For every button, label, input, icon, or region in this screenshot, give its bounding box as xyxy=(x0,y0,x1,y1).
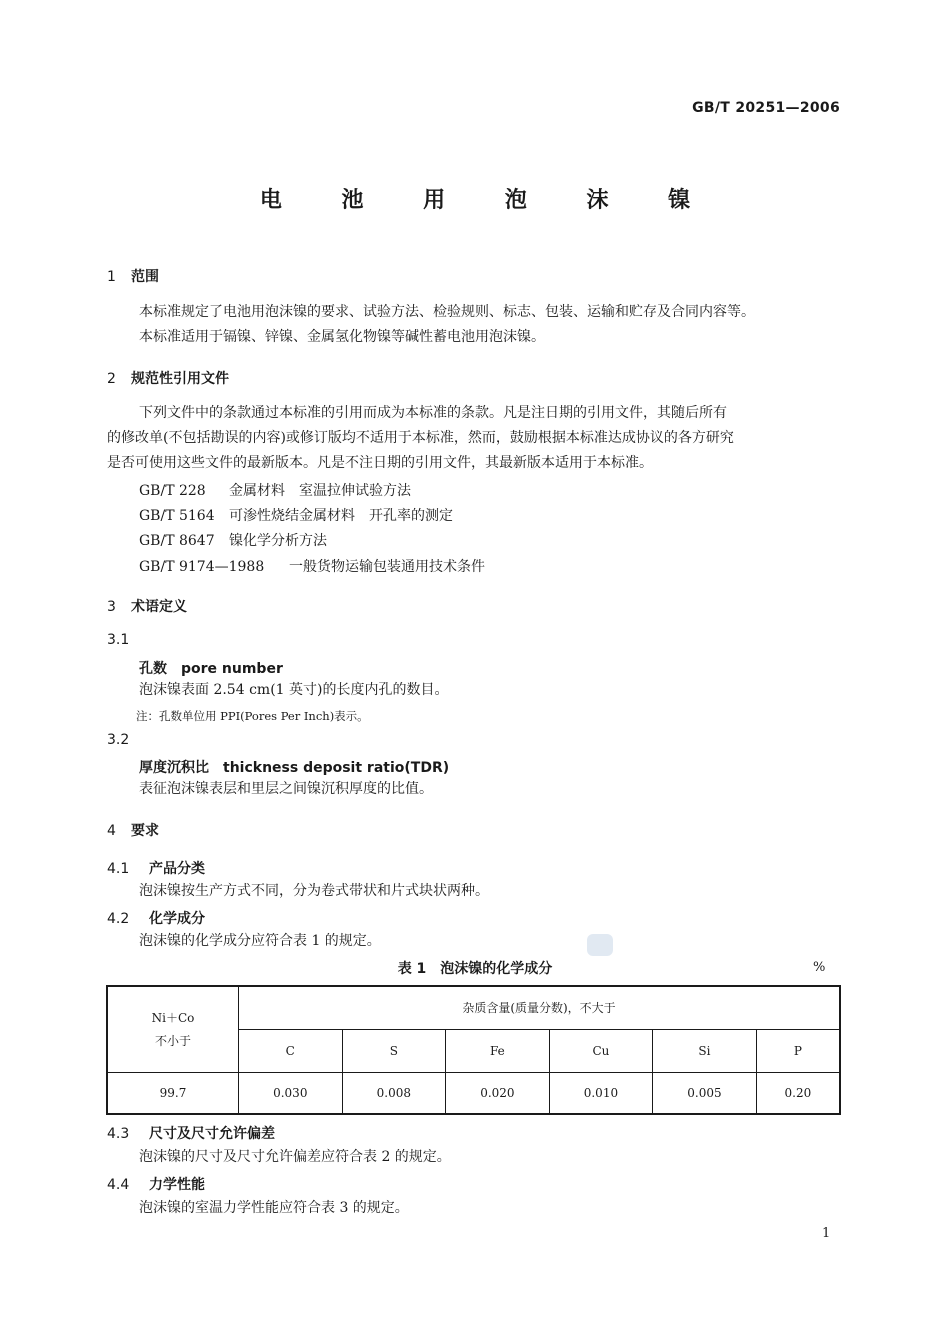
subsection-title: 产品分类 xyxy=(149,861,205,877)
term-note: 注：孔数单位用 PPI(Pores Per Inch)表示。 xyxy=(136,709,369,723)
subsection-number: 3.2 xyxy=(107,732,130,748)
table-col-header: Fe xyxy=(446,1029,550,1072)
section-number: 4 xyxy=(107,823,116,839)
reference-name: 镍化学分析方法 xyxy=(229,533,327,549)
subsection-title: 力学性能 xyxy=(149,1177,205,1193)
subsection-number: 3.1 xyxy=(107,632,130,648)
table-cell: 0.20 xyxy=(756,1072,840,1114)
section-4-heading xyxy=(107,820,159,840)
section-1-heading xyxy=(107,266,159,286)
term-3-1: 孔数 pore number xyxy=(139,661,283,677)
term-definition: 表征泡沫镍表层和里层之间镍沉积厚度的比值。 xyxy=(139,781,433,797)
section-title: 规范性引用文件 xyxy=(131,371,229,387)
reference-name: 可渗性烧结金属材料 开孔率的测定 xyxy=(229,508,453,524)
subsection-number: 4.1 xyxy=(107,861,130,877)
subsection-number: 4.4 xyxy=(107,1177,130,1193)
subsection-4-2-heading xyxy=(107,908,205,928)
reference-item xyxy=(139,505,453,525)
paragraph-line: 的修改单(不包括勘误的内容)或修订版均不适用于本标准，然而，鼓励根据本标准达成协议的各方研究 xyxy=(107,430,734,446)
section-number: 3 xyxy=(107,599,116,615)
paragraph: 本标准适用于镉镍、锌镍、金属氢化物镍等碱性蓄电池用泡沫镍。 xyxy=(139,329,545,345)
subsection-number: 4.3 xyxy=(107,1126,130,1142)
header-line: 不小于 xyxy=(154,1034,191,1049)
reference-code: GB/T 9174—1988 xyxy=(139,559,265,575)
subsection-title: 尺寸及尺寸允许偏差 xyxy=(149,1126,275,1142)
table-col-header: C xyxy=(239,1029,343,1072)
subsection-4-4-heading xyxy=(107,1174,205,1194)
section-2-heading xyxy=(107,368,229,388)
paragraph: 本标准规定了电池用泡沫镍的要求、试验方法、检验规则、标志、包装、运输和贮存及合同内容等。 xyxy=(139,304,755,320)
table-col-header: Si xyxy=(653,1029,757,1072)
paragraph-line: 是否可使用这些文件的最新版本。凡是不注日期的引用文件，其最新版本适用于本标准。 xyxy=(107,455,653,471)
table-unit: % xyxy=(813,960,826,975)
section-number: 2 xyxy=(107,371,116,387)
reference-code: GB/T 5164 xyxy=(139,508,215,524)
table-header-impurity: 杂质含量(质量分数)，不大于 xyxy=(239,986,841,1029)
paragraph: 泡沫镍按生产方式不同，分为卷式带状和片式块状两种。 xyxy=(139,883,489,899)
subsection-4-1-heading xyxy=(107,858,205,878)
watermark-logo xyxy=(587,934,613,956)
term-definition: 泡沫镍表面 2.54 cm(1 英寸)的长度内孔的数目。 xyxy=(139,682,449,698)
reference-name: 一般货物运输包装通用技术条件 xyxy=(289,559,485,575)
page-number: 1 xyxy=(822,1226,831,1241)
reference-code: GB/T 8647 xyxy=(139,533,215,549)
table-cell: 99.7 xyxy=(107,1072,239,1114)
paragraph-line: 下列文件中的条款通过本标准的引用而成为本标准的条款。凡是注日期的引用文件，其随后所有 xyxy=(139,405,727,421)
standard-code: GB/T 20251—2006 xyxy=(692,100,840,116)
section-title: 要求 xyxy=(131,823,159,839)
table-title: 表 1 泡沫镍的化学成分 xyxy=(397,961,553,977)
section-number: 1 xyxy=(107,269,116,285)
section-title: 范围 xyxy=(131,269,159,285)
reference-code: GB/T 228 xyxy=(139,483,206,499)
table-col-header: Cu xyxy=(549,1029,653,1072)
header-line: Ni＋Co xyxy=(151,1011,195,1026)
reference-item xyxy=(139,556,485,576)
document-title: 电 池 用 泡 沫 镍 xyxy=(259,188,717,213)
chemical-composition-table xyxy=(106,985,841,1115)
subsection-number: 4.2 xyxy=(107,911,130,927)
subsection-4-3-heading xyxy=(107,1123,275,1143)
table-col-header: P xyxy=(756,1029,840,1072)
table-cell: 0.005 xyxy=(653,1072,757,1114)
paragraph: 泡沫镍的化学成分应符合表 1 的规定。 xyxy=(139,933,381,949)
section-3-heading xyxy=(107,596,187,616)
subsection-title: 化学成分 xyxy=(149,911,205,927)
table-cell: 0.010 xyxy=(549,1072,653,1114)
reference-name: 金属材料 室温拉伸试验方法 xyxy=(229,483,411,499)
paragraph: 泡沫镍的室温力学性能应符合表 3 的规定。 xyxy=(139,1200,409,1216)
section-title: 术语定义 xyxy=(131,599,187,615)
table-cell: 0.008 xyxy=(342,1072,446,1114)
table-cell: 0.030 xyxy=(239,1072,343,1114)
reference-item xyxy=(139,530,327,550)
paragraph: 泡沫镍的尺寸及尺寸允许偏差应符合表 2 的规定。 xyxy=(139,1149,451,1165)
table-cell: 0.020 xyxy=(446,1072,550,1114)
table-header-ni-co xyxy=(107,986,239,1072)
table-col-header: S xyxy=(342,1029,446,1072)
reference-item xyxy=(139,480,411,500)
table-row xyxy=(107,1072,840,1114)
term-3-2: 厚度沉积比 thickness deposit ratio(TDR) xyxy=(139,760,450,776)
